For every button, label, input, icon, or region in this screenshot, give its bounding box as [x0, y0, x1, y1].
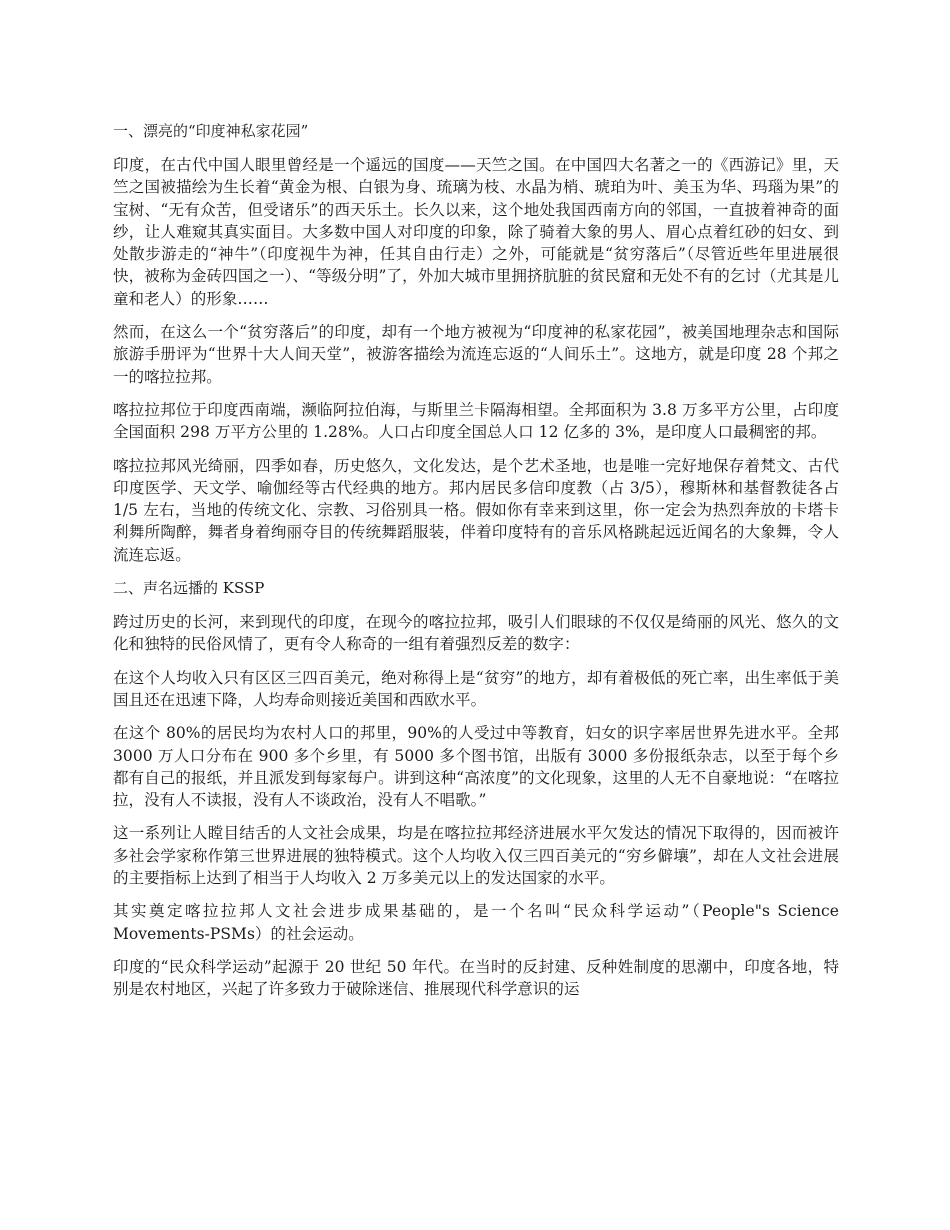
document-page [113, 120, 839, 1012]
section-heading-1: 一、漂亮的“印度神私家花园” [113, 122, 309, 140]
paragraph: 喀拉拉邦风光绮丽，四季如春，历史悠久，文化发达，是个艺术圣地，也是唯一完好地保存着梵文、古代印度医学、天文学、喻伽经等古代经典的地方。邦内居民多信印度教（占 3/5），穆斯林和基督教徒各占 1/5 左右，当地的传统文化、宗教、习俗别具一格。假如你有幸来到这里，你一定会为热烈奔放的卡塔卡利舞所陶醉，舞者身着绚丽夺目的传统舞蹈服装，伴着印度特有的音乐风格跳起远近闻名的大象舞，令人流连忘返。 [113, 456, 839, 564]
paragraph: 喀拉拉邦位于印度西南端，濒临阿拉伯海，与斯里兰卡隔海相望。全邦面积为 3.8 万多平方公里，占印度全国面积 298 万平方公里的 1.28%。人口占印度全国总人口 12 亿多的 3%，是印度人口最稠密的邦。 [113, 400, 839, 442]
paragraph: 然而，在这么一个“贫穷落后”的印度，却有一个地方被视为“印度神的私家花园”，被美国地理杂志和国际旅游手册评为“世界十大人间天堂”，被游客描绘为流连忘返的“人间乐土”。这地方，就是印度 28 个邦之一的喀拉拉邦。 [113, 323, 839, 386]
paragraph: 印度，在古代中国人眼里曾经是一个遥远的国度——天竺之国。在中国四大名著之一的《西游记》里，天竺之国被描绘为生长着“黄金为根、白银为身、琉璃为枝、水晶为梢、琥珀为叶、美玉为华、玛瑙为果”的宝树、“无有众苦，但受诸乐”的西天乐土。长久以来，这个地处我国西南方向的邻国，一直披着神奇的面纱，让人难窥其真实面目。大多数中国人对印度的印象，除了骑着大象的男人、眉心点着红砂的妇女、到处散步游走的“神牛”（印度视牛为神，任其自由行走）之外，可能就是“贫穷落后”（尽管近些年里进展很快，被称为金砖四国之一）、“等级分明”了，外加大城市里拥挤肮脏的贫民窟和无处不有的乞讨（尤其是儿童和老人）的形象…… [113, 156, 839, 308]
paragraph: 在这个 80%的居民均为农村人口的邦里，90%的人受过中等教育，妇女的识字率居世界先进水平。全邦 3000 万人口分布在 900 多个乡里，有 5000 多个图书馆，出版有 3000 多份报纸杂志，以至于每个乡都有自己的报纸，并且派发到每家每户。讲到这种“高浓度”的文化现象，这里的人无不自豪地说：“在喀拉拉，没有人不读报，没有人不谈政治，没有人不唱歌。” [113, 724, 839, 810]
paragraph: 在这个人均收入只有区区三四百美元，绝对称得上是“贫穷”的地方，却有着极低的死亡率，出生率低于美国且还在迅速下降，人均寿命则接近美国和西欧水平。 [113, 668, 839, 709]
paragraph: 其实奠定喀拉拉邦人文社会进步成果基础的，是一个名叫“民众科学运动”（People"s Science Movements-PSMs）的社会运动。 [113, 902, 839, 943]
paragraph: 这一系列让人瞠目结舌的人文社会成果，均是在喀拉拉邦经济进展水平欠发达的情况下取得的，因而被许多社会学家称作第三世界进展的独特模式。这个人均收入仅三四百美元的“穷乡僻壤”，却在人文社会进展的主要指标上达到了相当于人均收入 2 万多美元以上的发达国家的水平。 [113, 824, 839, 888]
section-heading-2: 二、声名远播的 KSSP [113, 579, 265, 598]
paragraph: 印度的“民众科学运动”起源于 20 世纪 50 年代。在当时的反封建、反种姓制度的思潮中，印度各地，特别是农村地区，兴起了许多致力于破除迷信、推展现代科学意识的运 [113, 957, 839, 999]
paragraph: 跨过历史的长河，来到现代的印度，在现今的喀拉拉邦，吸引人们眼球的不仅仅是绮丽的风光、悠久的文化和独特的民俗风情了，更有令人称奇的一组有着强烈反差的数字： [113, 613, 839, 654]
